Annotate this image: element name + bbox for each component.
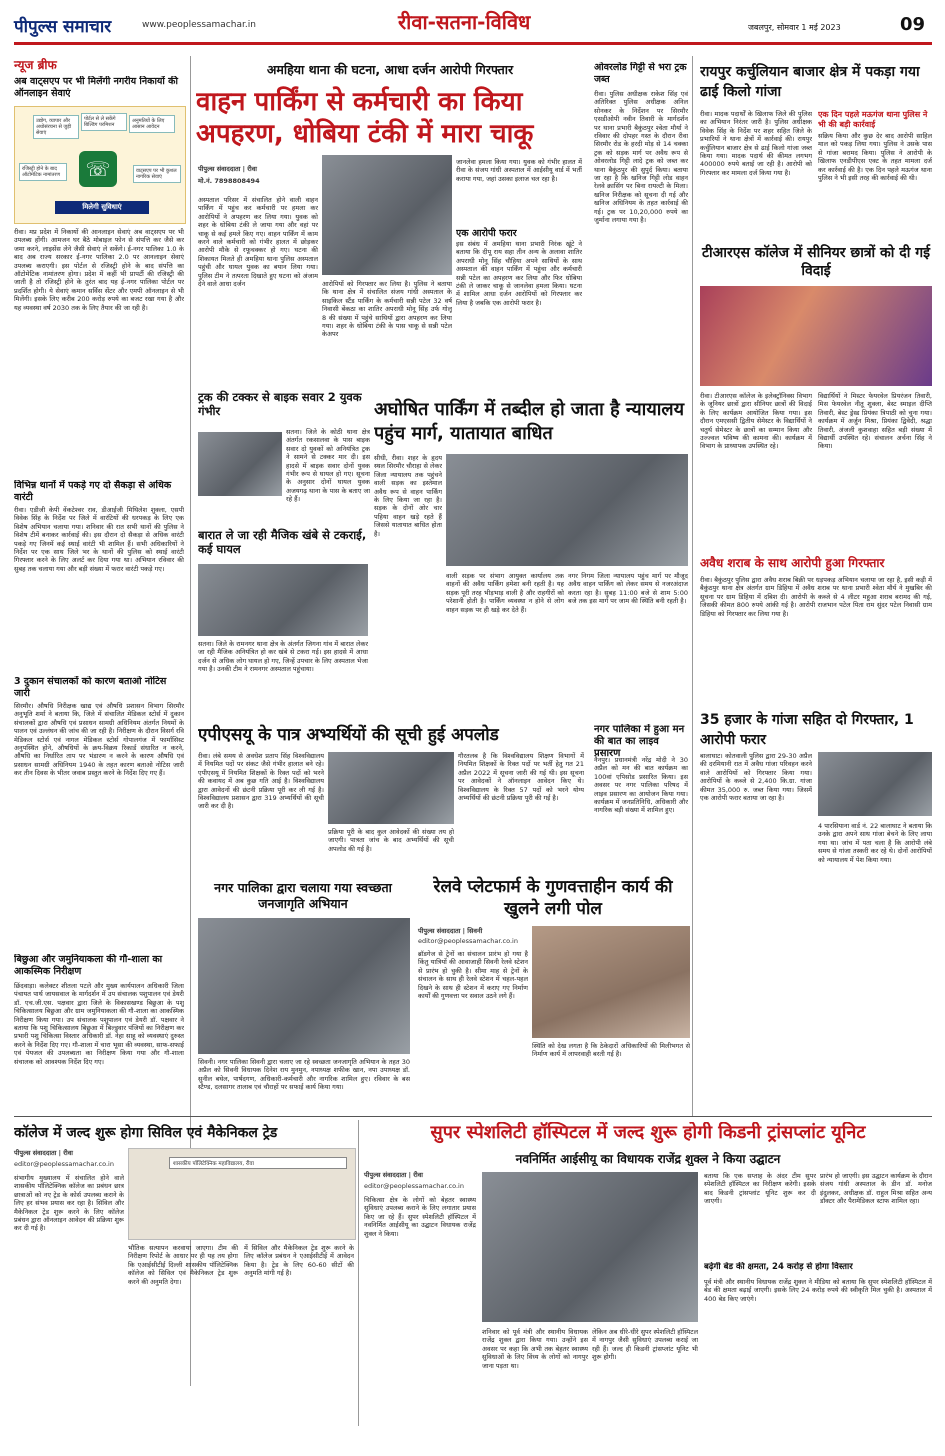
- s10-headline: कॉलेज में जल्द शुरू होगा सिविल एवं मैकेनिकल ट्रेड: [14, 1125, 278, 1141]
- r4-col2: 4 पारसियाना वार्ड नं. 22 बालाघाट ने बताया कि उनके द्वारा अपने साथ गांजा बेचने के लिए लाया गया था। जांच में पता चला है कि आरोपी लंबे समय से गांजा तस्करी कर रहे थे। दोनों आरोपियों को न्यायालय में पेश किया गया।: [818, 822, 932, 864]
- s5-col3: नगर निगम जिला न्यायालय पहुंच मार्ग पर मौजूद अवैध वाहन पार्किंग को लेकर समय से नजरअंदाज करता रहा है। सुबह 11:00 बजे से शाम 5:00 बजे तक इस मार्ग पर जाम की स्थिति बनी रहती है।: [568, 572, 688, 606]
- column-divider: [358, 1120, 359, 1426]
- s11-deck: नवनिर्मित आईसीयू का विधायक राजेंद्र शुक्ल ने किया उद्घाटन: [515, 1152, 781, 1166]
- s5-photo: [446, 454, 688, 566]
- s1-kicker: अमहिया थाना की घटना, आधा दर्जन आरोपी गिरफ्तार: [266, 62, 514, 77]
- s11-byline: पीपुल्स संवाददाता | रीवा: [364, 1171, 423, 1179]
- s11-col5: प्रारंभ हो जाएगी। इस उद्घाटन कार्यक्रम के दौरान संजय गांधी अस्पताल के डीन डॉ. मनोज इंदुलकर, अधीक्षक डॉ. राहुल मिश्रा सहित अन्य डॉक्टर और पैरामेडिकल स्टाफ शामिल रहा।: [820, 1172, 932, 1206]
- r3-body: रीवा। बैकुंठपुर पुलिस द्वारा अवैध शराब बिक्री पर धड़पकड़ अभियान चलाया जा रहा है, इसी कड़ी में बैकुंठपुर थाना क्षेत्र अंतर्गत ग्राम डिहिया में अवैध शराब पर थाना प्रभारी श्वेता मौर्य ने मुखबिर की सूचना पर ग्राम डिहिया में दबिश दी। आरोपी के कब्जे से 4 लीटर महुआ शराब बरामद की गई, जिसकी कीमत 800 रुपये आंकी गई है। आरोपी राजभान पटेल पिता राम सुंदर पटेल निवासी ग्राम डिहिया को गिरफ्तार कर लिया गया है।: [700, 576, 932, 618]
- graphic-item-3: अनुमतियों के लिए आसान आवेदन: [129, 115, 175, 133]
- r1-col2: सक्रिय किया और कुछ देर बाद आरोपी साहिल माल को पकड़ लिया गया। पुलिस ने उसके पास से गांजा बरामद किया। पुलिस ने आरोपी के खिलाफ एनडीपीएस एक्ट के तहत मामला दर्ज कर कार्रवाई की है। एक दिन पहले मऊगंज थाना पुलिस ने भी इसी तरह की कार्रवाई की थी।: [818, 132, 932, 183]
- s1-col4: इस संबंध में अमहिया थाना प्रभारी निरंक खूंटे ने बताया कि दीपू राय सहा तीन अन्य के अलावा शातिर अपराधी मोनू सिंह चौहिया अपने साथियों के साथ अस्पताल की वाहन पार्किंग में पहुंचा और कर्मचारी सन्नी पटेल का अपहरण कर लिया और फिर धोबिया टंकी ले जाकर चाकू से जानलेवा हमला किया। घटना में शामिल आधा दर्जन आरोपियों को गिरफ्तार कर लिया है जबकि एक आरोपी फरार है।: [456, 240, 582, 307]
- s10-photo: [128, 1148, 356, 1240]
- s9-photo: [532, 926, 690, 1038]
- s3-body: सतना। जिले के रामनगर थाना क्षेत्र के अंतर्गत जिगना गांव में बारात लेकर जा रही मैजिक अनियंत्रित हो कर खंबे से टकरा गई। इस हादसे में आधा दर्जन से अधिक लोग घायल हो गए, जिन्हें उपचार के लिए अस्पताल भेजा गया है। उनकी टीम ने रामनगर अस्पताल पहुंचाया।: [198, 640, 368, 674]
- s1-caption-text: आरोपियों को गिरफ्तार कर लिया है। पुलिस ने बताया कि थाना क्षेत्र में संचालित संजय गांधी अस्पताल के साइकिल स्टैंड पार्किंग के कर्मचारी सन्नी पटेल 32 वर्ष निवासी बेंकठा का शातिर अपराधी मोनू सिंह उर्फ गोलू 8 की संख्या में पहुंचे साथियों द्वारा अपहरण कर लिया गया। शहर के धोबिया टंकी के पास चाकू से सन्नी पटेल केअपर: [322, 280, 452, 339]
- whatsapp-graphic: [14, 106, 186, 224]
- s7-headline: नगर पालिका में हुआ मन की बात का लाइव प्रसारण: [594, 724, 685, 759]
- s7-body: नैनपुर। प्रधानमंत्री नरेंद्र मोदी ने 30 अप्रैल को मन की बात कार्यक्रम का 100वां एपिसोड प्रसारित किया। इस अवसर पर नगर पालिका परिषद में लाइव प्रसारण का आयोजन किया गया। कार्यक्रम में जनप्रतिनिधि, अधिकारी और नागरिक बड़ी संख्या में शामिल हुए।: [594, 756, 688, 815]
- r2-col2: विद्यार्थियों ने मिस्टर फेयरवेल प्रियरंजन तिवारी, मिस फेयरवेल नीतू शुक्ला, बेस्ट स्माइल दीप्ति तिवारी, बेस्ट ड्रेस्ड प्रियंका त्रिपाठी को चुना गया। कार्यक्रम में अर्जुन मिश्रा, प्रियंका द्विवेदी, श्रद्धा तिवारी, अंजली कुशवाहा सहित बड़ी संख्या में विद्यार्थी उपस्थित रहे। संचालन अर्चना सिंह ने किया।: [818, 392, 932, 451]
- s10-caption-text: भौतिक सत्यापन करवाया जाएगा। टीम की निरीक्षण रिपोर्ट के आधार पर ही यह तय होगा कि एआईसीटीई दिल्ली शासकीय पॉलिटेक्निक कॉलेज को सिविल एवं मैकेनिकल ट्रेड शुरू करने की अनुमति देगा।: [128, 1244, 238, 1286]
- s9-caption-text: स्थिति को देख लगता है कि ठेकेदारों अधिकारियों की मिलीभगत से निर्माण कार्य में लापरवाही बरती गई है।: [532, 1042, 690, 1059]
- s5-col2: वाली सड़क पर संभाग आयुक्त कार्यालय तक वाहनों की अवैध पार्किंग हमेशा बनी रहती है। यह सड़क पूरी तरह भीड़भाड़ वाली है और राहगीरों को परेशानी होती है। पार्किंग व्यवस्था न होने से लोग वाहन सड़क पर ही खड़े कर देते हैं।: [446, 572, 564, 614]
- s1-mobile: मो.नं. 7898808494: [198, 177, 260, 185]
- r1-subhead: एक दिन पहले मऊगंज थाना पुलिस ने भी की बड़ी कार्रवाई: [818, 110, 928, 129]
- s9-byline: पीपुल्स संवाददाता | सिवनी: [418, 927, 483, 935]
- masthead: [0, 0, 945, 48]
- graphic-item-5: वाट्सएप पर भी कुशल नागरिक सेवाएं: [133, 165, 181, 183]
- brief-body-4: छिंदवाड़ा। कलेक्टर शीतला पटले और मुख्य कार्यपालन अधिकारी जिला पंचायत पार्थ जायसवाल के मार्गदर्शन में उप संचालक पशुपालन एवं डेयरी डॉ. एच.जी.एस. पक्षवार द्वारा जिले के विकासखण्ड बिछुआ के पशु चिकित्सालय बिछुआ और ग्राम जमुनियाकला की गौ-शाला का आकस्मिक निरीक्षण किया गया। उप संचालक पशुपालन एवं डेयरी डॉ. पक्षवार ने बताया कि पशु चिकित्सालय बिछुआ में बिल्डुवार पंजियों का निरीक्षण कर प्रभारी पशु चिकित्सा विस्तार अधिकारी डॉ. नेहा साहू को व्यवस्थाएं दुरुस्त करने के निर्देश दिए गए। गौ-शाला में चारा भूसा की व्यवस्था, साफ-सफाई एवं पेयजल की उपलब्धता का निरीक्षण किया गया और गौ-शाला संचालक को आवश्यक निर्देश दिए गए।: [14, 982, 184, 1066]
- s9-email: editor@peoplessamachar.co.in: [418, 937, 518, 945]
- s10-col3: में सिविल और मैकेनिकल ट्रेड शुरू करने के लिए कॉलेज प्रबंधन ने एआईसीटीई में आवेदन किया है। ट्रेड के लिए 60-60 सीटों की अनुमति मांगी गई है।: [244, 1244, 354, 1278]
- s9-col1: ब्रॉडगेज से ट्रेनों का संचालन प्रारंभ हो गया है किंतु यात्रियों की आवाजाही सिवनी रेलवे स्टेशन से प्रारंभ हो चुकी है। सीमा माह से ट्रेनों के संचालन के साथ ही रेलवे स्टेशन में चहल-पहल दिखने के साथ ही स्टेशन में कराए गए निर्माण कार्यों की गुणवत्ता पर सवाल उठने लगे हैं।: [418, 950, 528, 1001]
- section-title: रीवा-सतना-विविध: [398, 10, 531, 34]
- r4-headline: 35 हजार के गांजा सहित दो गिरफ्तार, 1 आरोपी फरार: [700, 712, 914, 748]
- s8-photo: [198, 918, 410, 1054]
- s4-headline: ओवरलोड गिट्टी से भरा ट्रक जब्त: [594, 62, 687, 85]
- newspaper-logo[interactable]: पीपुल्स समाचार: [14, 17, 112, 37]
- s1-byline: पीपुल्स संवाददाता | रीवा: [198, 165, 257, 173]
- s1-headline: वाहन पार्किंग से कर्मचारी का किया अपहरण, धोबिया टंकी में मारा चाकू: [196, 87, 534, 149]
- dateline: जबलपुर, सोमवार 1 मई 2023: [748, 23, 841, 32]
- s1-col1: अस्पताल परिसर में संचालित होने वाली वाहन पार्किंग में पहुंच कर कर्मचारी पर हमला कर आरोपियों ने अपहरण कर लिया गया। युवक को शहर के धोबिया टंकी ले जाया गया और वहां पर चाकू से कई हमले किए गए। वाहन पार्किंग में काम करने वाले कर्मचारी को गंभीर हालत में छोड़कर आरोपी मौके से रफूचक्कर हो गए। घटना की शिकायत मिलते ही अमहिया थाना पुलिस अस्पताल पहुंची और घायल युवक का बयान लिया गया। पुलिस टीम ने तत्परता दिखाते हुए घटना को अंजाम देने वाले आधा दर्जन: [198, 196, 318, 289]
- s1-subhead: एक आरोपी फरार: [456, 228, 517, 239]
- graphic-item-4: रजिस्ट्री होने के बाद ऑटोमेटिक नामांतरण: [19, 163, 67, 181]
- s1-col3: जानलेवा हमला किया गया। युवक को गंभीर हालत में रीवा के संजय गांधी अस्पताल में आईसीयू वार्ड में भर्ती कराया गया, जहां उसका इलाज चल रहा है।: [456, 158, 582, 183]
- s11-headline: सुपर स्पेशलिटी हॉस्पिटल में जल्द शुरू होगी किडनी ट्रांसप्लांट यूनिट: [430, 1122, 866, 1143]
- masthead-rule: [14, 42, 932, 45]
- brief-headline-2: विभिन्न थानों में पकड़े गए दो सैकड़ा से अधिक वारंटी: [14, 480, 172, 503]
- s1-photo: [322, 155, 452, 275]
- s6-photo: [328, 752, 454, 824]
- brief-body-1: रीवा। मप्र प्रदेश में निकायों की आनलाइन सेवाएं अब वाट्सएप पर भी उपलब्ध होंगी। आमजन घर बैठे मोबाइल फोन से संपत्ति कर जैसे कर जमा करने, लाइसेंस लेने जैसी सेवाएं ले सकेंगे। ई-नगर पालिका 1.0 के बाद अब राज्य सरकार ई-नगर पालिका 2.0 पर आनलाइन सेवाएं उपलब्ध कराएगी। इस पोर्टल से रजिस्ट्री होने के बाद संपत्ति का ऑटोमेटिक नामांतरण होगा। प्रदेश में कहीं भी प्रापर्टी की रजिस्ट्री की जाती है तो रजिस्ट्री होने के तुरंत बाद यह ई-नगर पालिका पोर्टल पर प्रदर्शित होगी। ये सेवाएं कमान सर्विस सेंटर और एमपी ऑनलाइन से भी मिलेंगी। इसके लिए करीब 200 करोड़ रुपये का बजट रखा गया है और यह व्यवस्था वर्ष 2030 तक के लिए तैयार की जा रही है।: [14, 228, 184, 312]
- s2-headline: ट्रक की टक्कर से बाइक सवार 2 युवक गंभीर: [198, 390, 362, 418]
- s10-col1: संभागीय मुख्यालय में संचालित होने वाले शासकीय पॉलिटेक्निक कॉलेज का प्रबंधन छात्र छात्राओं को नए ट्रेड के कोर्स उपलब्ध कराने के लिए हर संभव प्रयास कर रहा है। सिविल और मैकेनिकल ट्रेड शुरू करने के लिए कॉलेज प्रबंधन द्वारा ऑनलाइन आवेदन की प्रक्रिया शुरू कर दी गई है।: [14, 1174, 124, 1233]
- news-brief-tag: न्यूज ब्रीफ: [14, 58, 57, 72]
- s11-caption-text: शनिवार को पूर्व मंत्री और स्थानीय विधायक राजेंद्र शुक्ल द्वारा किया गया। उन्होंने इस अवसर पर कहा कि अभी तक बेहतर स्वास्थ्य सुविधाओं के लिए विंध्य के लोगों को नागपुर जाना पड़ता था।: [482, 1328, 588, 1370]
- s11-subhead: बढ़ेगी बेड की क्षमता, 24 करोड़ से होगा विस्तार: [704, 1262, 853, 1272]
- r3-headline: अवैध शराब के साथ आरोपी हुआ गिरफ्तार: [700, 556, 885, 570]
- s11-email: editor@peoplessamachar.co.in: [364, 1182, 464, 1190]
- bottom-divider: [14, 1116, 932, 1117]
- column-divider: [692, 56, 693, 1116]
- r2-col1: रीवा। टीआरएस कॉलेज के इलेक्ट्रॉनिक्स विभाग के जूनियर छात्रों द्वारा सीनियर छात्रों की विदाई के लिए कार्यक्रम आयोजित किया गया। इस दौरान एमएससी द्वितीय सेमेस्टर के विद्यार्थियों ने चतुर्थ सेमेस्टर के छात्रों का सम्मान किया और उज्ज्वल भविष्य की कामना की। कार्यक्रम में विभाग के प्राध्यापक उपस्थित रहे।: [700, 392, 812, 451]
- graphic-item-2: पोर्टल से ले सकेंगे बिल्डिंग परमिशन: [81, 113, 127, 131]
- r2-photo: [700, 286, 932, 386]
- graphic-item-1: उद्योग, व्यापार और अधोसंरचना से जुड़ी सेवाएं: [33, 115, 79, 139]
- s4-body: रीवा। पुलिस अधीक्षक राकेश सिंह एवं अतिरिक्त पुलिस अधीक्षक अनिल सोनकर के निर्देशन पर सिरमौर एसडीओपी नवीन तिवारी के मार्गदर्शन पर थाना प्रभारी बैकुंठपुर श्वेता मौर्या ने रविवार की दोपहर गस्त के दौरान रीवा सिरमौर रोड के हरदी मोड़ से 14 चक्का ट्रक को सड़क मार्ग पर अवैध रूप से ओवरलोड गिट्टी लादे ट्रक को जब्त कर थाना बैकुंठपुर की सुपुर्द किया। बताया जा रहा है कि खनिज गिट्टी लोड वाहन रेलवे क्रासिंग पर बिना रायल्टी के मिला। खनिज निरीक्षक को सूचना दी गई और खनिज अधिनियम के तहत कार्रवाई की गई। ट्रक पर 10,20,000 रुपये का जुर्माना लगाया गया है।: [594, 90, 688, 225]
- brief-body-3: सिरमौर। औषधि निरीक्षक खाद्य एवं औषधि प्रशासन विभाग सिरमौर अनुभूति शर्मा ने बताया कि, जिले में संचालित मेडिकल स्टोर्स में दुकान संचालकों द्वारा औषधि एवं प्रसाधन सामग्री अधिनियम अंतर्गत नियमों के पालन एवं उल्लंघन की जांच की जा रही है। निरीक्षण के दौरान विसर्ग रवि मेडिकल स्टोर्स एवं नागल मेडिकल स्टोर्स गोपालगंज में फार्मासिस्ट अनुपस्थित होने, औषधियों के क्रय-विक्रय रिकार्ड संधारित न करने, औषधि का निर्धारित ताप पर भंडारण न करने के कारण औषधि एवं प्रसाधन सामग्री अधिनियम 1940 के तहत कारण बताओ नोटिस जारी कर तीन दिवस के भीतर जवाब प्रस्तुत करने के निर्देश दिए गए हैं।: [14, 702, 184, 778]
- s6-col1: रीवा। लंबे समय से अवधेश प्रताप सिंह विश्वविद्यालय में नियमित पदों पर संकट जैसे गंभीर हालात बने रहे। एपीएसयू में नियमित शिक्षकों के रिक्त पदों को भरने की कवायद में अब कुछ गति आई है। विश्वविद्यालय द्वारा आवेदनों की छंटनी प्रक्रिया पूरी कर ली गई है। विश्वविद्यालय प्रशासन द्वारा 319 अभ्यर्थियों की सूची जारी कर दी है।: [198, 752, 324, 811]
- brief-headline-1: अब वाट्सएप पर भी मिलेंगी नगरीय निकायों की ऑनलाइन सेवाएं: [14, 76, 178, 99]
- s5-col1: सीधी, रीवा। शहर के हृदय स्थल सिरमौर चौराहा से लेकर जिला न्यायालय तक पहुंचने वाली सड़क का इस्तेमाल अवैध रूप से वाहन पार्किंग के लिए किया जा रहा है। सड़क के दोनों ओर चार पहिया वाहन खड़े रहते हैं जिससे यातायात बाधित होता है।: [374, 454, 442, 538]
- s8-body: सिवनी। नगर पालिका सिवनी द्वारा चलाए जा रहे स्वच्छता जनजागृति अभियान के तहत 30 अप्रैल को सिवनी विधायक दिनेश राय मुनमुन, नपाध्यक्ष शफीक खान, नपा उपाध्यक्ष डॉ. सुनील बघेल, पार्षदगण, अधिकारी-कर्मचारी और नागरिक शामिल हुए। रविवार के बस स्टैण्ड, दलसागर तालाब एवं चौराहों पर सफाई कार्य किया गया।: [198, 1058, 410, 1092]
- s2-photo: [198, 432, 282, 496]
- s6-col3: गौरतलब है कि विश्वविद्यालय शिक्षण विभागों में नियमित शिक्षकों के रिक्त पदों पर भर्ती हेतु गत 21 अप्रैल 2022 में सूचना जारी की गई थी। इस सूचना पर आवेदकों ने ऑनलाइन आवेदन किए थे। विश्वविद्यालय के रिक्त 57 पदों को भरने योग्य अभ्यर्थियों की छंटनी प्रक्रिया पूरी की गई है।: [458, 752, 584, 803]
- s10-byline: पीपुल्स संवाददाता | रीवा: [14, 1149, 73, 1157]
- brief-body-2: रीवा। एडीजी केपी वेंकटेश्वर राव, डीआईजी मिथिलेश शुक्ला, एसपी विवेक सिंह के निर्देश पर जिले में वारंटियों की धरपकड़ के लिए एक विशेष अभियान चलाया गया। शनिवार की रात सभी थानों की पुलिस ने विशेष टीमें बनाकर कार्रवाई की। इस दौरान दो सैकड़ा से अधिक वारंटी पकड़े गए जिनमें कई स्थाई वारंटी भी शामिल हैं। सभी अधिकारियों ने निर्देश पर एक साथ जिले भर के थानों की पुलिस को स्थाई वारंटी गिरफ्तार करने के लिए अलर्ट कर दिया गया था। अभियान रविवार की सुबह तक चलाया गया और बड़ी संख्या में फरार वारंटी पकड़े गए।: [14, 506, 184, 573]
- s11-col4: बताया कि एक सप्ताह के अंदर टीम सुपर स्पेशलिटी हॉस्पिटल का निरीक्षण करेगी। इसके बाद किडनी ट्रांसप्लांट यूनिट शुरू कर दी जाएगी।: [704, 1172, 816, 1206]
- s11-photo: [482, 1172, 698, 1322]
- s11-col1: चिकित्सा क्षेत्र के लोगों को बेहतर स्वास्थ्य सुविधाएं उपलब्ध कराने के लिए लगातार प्रयास किए जा रहे हैं। सुपर स्पेशलिटी हॉस्पिटल में नवनिर्मित आईसीयू का उद्घाटन विधायक राजेंद्र शुक्ल ने किया।: [364, 1196, 476, 1238]
- r1-headline: रायपुर कर्चुलियान बाजार क्षेत्र में पकड़ा गया ढाई किलो गांजा: [700, 64, 920, 100]
- brief-headline-3: 3 दुकान संचालकों को कारण बताओ नोटिस जारी: [14, 676, 167, 699]
- s5-headline: अघोषित पार्किंग में तब्दील हो जाता है न्यायालय पहुंच मार्ग, यातायात बाधित: [374, 399, 685, 444]
- page-number: 09: [900, 14, 926, 35]
- s2-body: सतना। जिले के कोठी थाना क्षेत्र अंतर्गत रकसालवा के पास बाइक सवार दो युवकों को अनियंत्रित ट्रक ने सामने से टक्कर मार दी। इस हादसे में बाइक सवार दोनों युवक गंभीर रूप से घायल हो गए। सूचना के अनुसार दोनों घायल युवक अजयगढ़ थाना के पास के बताए जा रहे हैं।: [286, 428, 370, 504]
- s3-photo: [198, 564, 368, 636]
- s8-headline: नगर पालिका द्वारा चलाया गया स्वच्छता जनजागृति अभियान: [214, 880, 392, 911]
- s10-email: editor@peoplessamachar.co.in: [14, 1160, 114, 1168]
- graphic-label: मिलेगी सुविधाएं: [55, 201, 149, 214]
- s6-caption-text: प्रक्रिया पूरी के बाद कुल आवेदकों की संख्या तय हो जाएगी। पात्रता जांच के बाद अभ्यर्थियों की सूची अपलोड की गई है।: [328, 828, 454, 853]
- r4-col1: बालाघाट। कोतवाली पुलिस द्वारा 29-30 अप्रैल की दरमियानी रात में अवैध गांजा परिवहन करने वाले आरोपियों को गिरफ्तार किया गया। आरोपियों के कब्जे से 2,400 कि.ग्रा. गांजा कीमत 35,000 रु. जब्त किया गया। जिसमें एक आरोपी फरार बताया जा रहा है।: [700, 752, 812, 803]
- website-url[interactable]: www.peoplessamachar.in: [142, 20, 256, 30]
- s6-headline: एपीएसयू के पात्र अभ्यर्थियों की सूची हुई अपलोड: [198, 725, 499, 745]
- phone-icon: ☏: [79, 151, 117, 187]
- college-sign: शासकीय पॉलिटेक्निक महाविद्यालय, रीवा: [169, 1157, 347, 1169]
- r4-photo: [818, 752, 932, 816]
- brief-headline-4: बिछुआ और जमुनियाकला की गौ-शाला का आकस्मिक निरीक्षण: [14, 954, 163, 977]
- s9-headline: रेलवे प्लेटफार्म के गुणवत्ताहीन कार्य की खुलने लगी पोल: [433, 877, 673, 919]
- r1-col1: रीवा। मादक पदार्थों के खिलाफ जिले की पुलिस का अभियान निरंतर जारी है। पुलिस अधीक्षक विवेक सिंह के निर्देश पर शहर सहित जिले के प्रभारियों ने थाना क्षेत्रों में कार्रवाई की। रायपुर कर्चुलियान बाजार क्षेत्र से ढाई किलो गांजा जब्त किया गया। मादक पदार्थ की कीमत लगभग 400000 रुपये बताई जा रही है। आरोपी को गिरफ्तार कर मामला दर्ज किया गया है।: [700, 110, 812, 177]
- s11-col3: लेकिन अब धीरे-धीरे सुपर स्पेशलिटी हॉस्पिटल में नागपुर जैसी सुविधाएं उपलब्ध कराई जा रही हैं। जल्द ही किडनी ट्रांसप्लांट यूनिट भी शुरू होगी।: [592, 1328, 698, 1362]
- r2-headline: टीआरएस कॉलेज में सीनियर छात्रों को दी गई विदाई: [702, 245, 930, 279]
- s3-headline: बारात ले जा रही मैजिक खंबे से टकराई, कई घायल: [198, 528, 367, 556]
- s11-col6: पूर्व मंत्री और स्थानीय विधायक राजेंद्र शुक्ल ने मीडिया को बताया कि सुपर स्पेशलिटी हॉस्पिटल में बेड की क्षमता बढ़ाई जाएगी। इसके लिए 24 करोड़ रुपये की स्वीकृति मिल चुकी है। अस्पताल में 400 बेड किए जाएंगे।: [704, 1278, 932, 1303]
